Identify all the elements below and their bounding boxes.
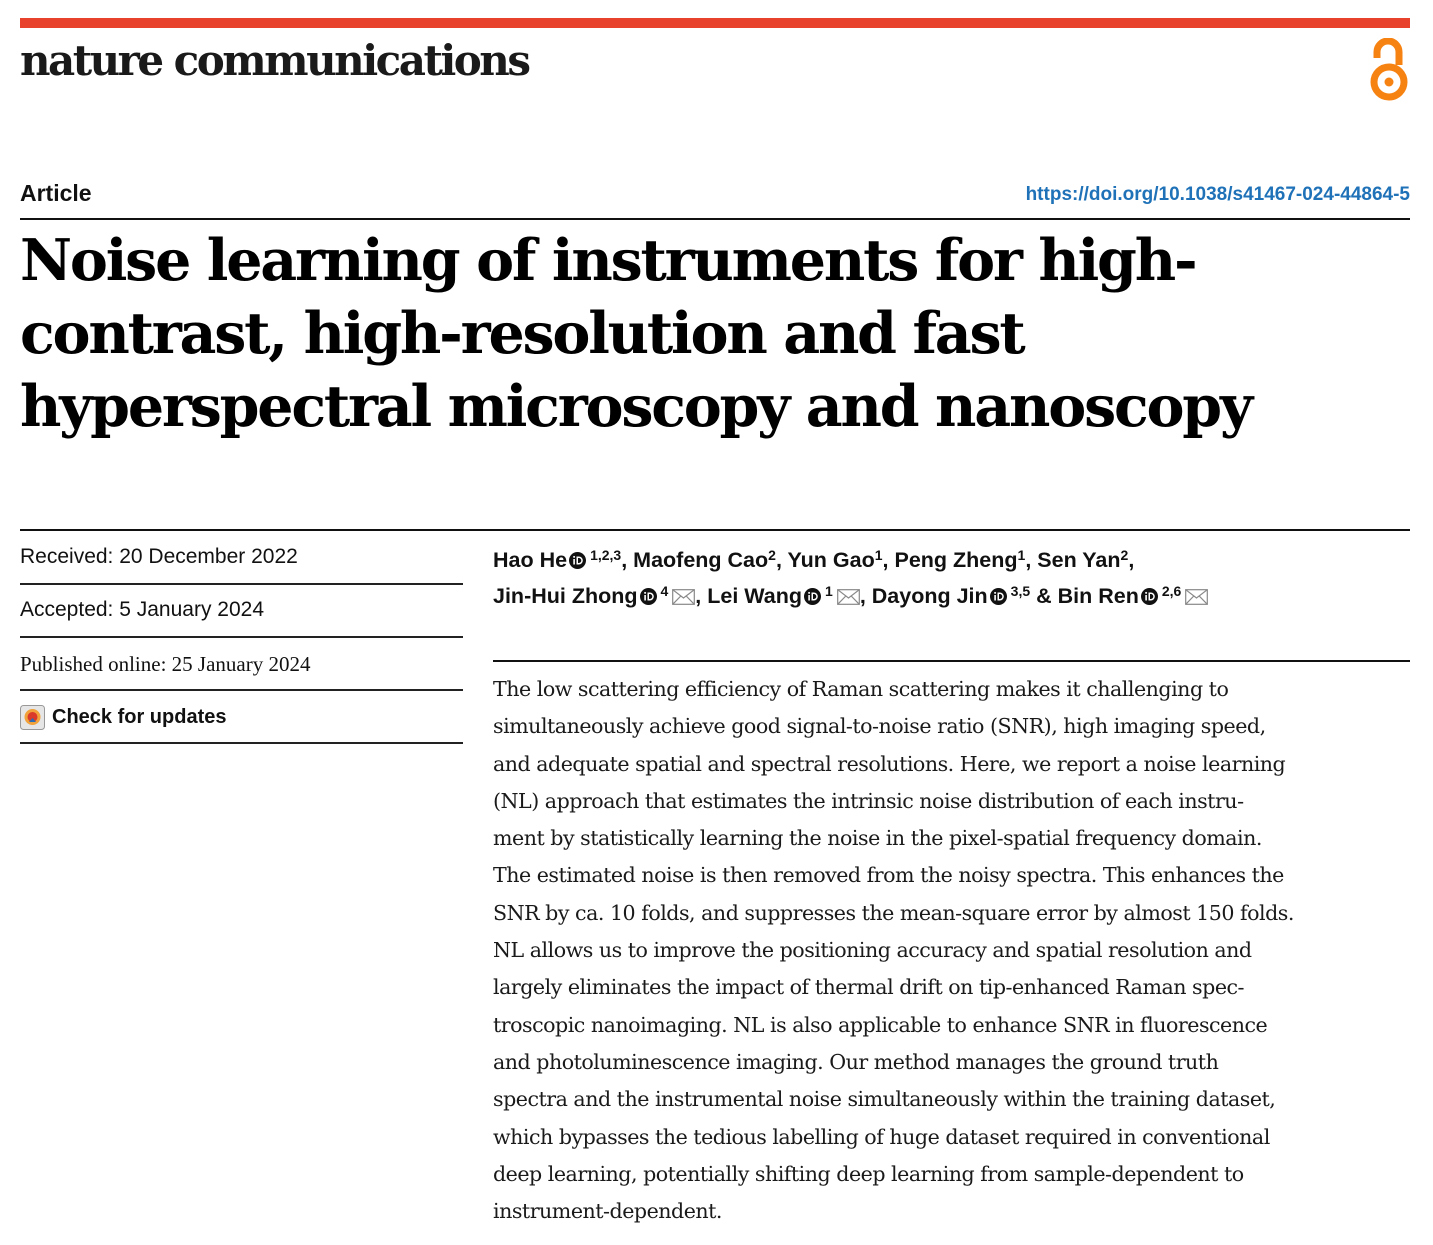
published-date: Published online: 25 January 2024 [20, 652, 311, 676]
affiliation-marker: 2 [1120, 547, 1129, 563]
author-name: Lei Wang [707, 584, 803, 608]
author-separator: , [1128, 548, 1135, 572]
divider [20, 742, 463, 744]
journal-name: nature communications [20, 36, 529, 85]
accepted-date: Accepted: 5 January 2024 [20, 598, 265, 621]
received-date: Received: 20 December 2022 [20, 545, 298, 568]
author[interactable] [1037, 548, 1128, 572]
author-separator: , [775, 548, 788, 572]
author-name: Dayong Jin [871, 584, 988, 608]
abstract-line: deep learning, potentially shifting deep learning from sample-dependent to [493, 1161, 1244, 1186]
abstract-line: simultaneously achieve good signal-to-noise ratio (SNR), high imaging speed, [493, 714, 1266, 739]
abstract-line: NL allows us to improve the positioning accuracy and spatial resolution and [493, 938, 1252, 963]
abstract-line: The low scattering efficiency of Raman scattering makes it challenging to [493, 677, 1229, 701]
author-name: Yun Gao [787, 548, 875, 572]
author[interactable] [872, 584, 1030, 608]
author-name: Hao He [493, 548, 568, 572]
doi-link[interactable]: https://doi.org/10.1038/s41467-024-44864-5 [1025, 184, 1410, 205]
abstract [493, 671, 1413, 1230]
orcid-icon[interactable] [569, 552, 586, 569]
journal-accent-bar [20, 18, 1410, 28]
author[interactable] [894, 548, 1025, 572]
abstract-line: and photoluminescence imaging. Our method manages the ground truth [493, 1049, 1219, 1074]
abstract-line: which bypasses the tedious labelling of huge dataset required in conventional [493, 1124, 1270, 1149]
affiliation-marker: 1 [874, 547, 883, 563]
divider [20, 689, 463, 691]
author-name: Sen Yan [1037, 548, 1121, 572]
author-separator: , [695, 584, 708, 608]
orcid-icon[interactable] [990, 588, 1007, 605]
author[interactable] [493, 548, 621, 572]
article-title [20, 224, 1400, 443]
affiliation-marker: 1 [825, 583, 833, 599]
author-separator: , [882, 548, 895, 572]
abstract-line: largely eliminates the impact of thermal drift on tip-enhanced Raman spec- [493, 975, 1244, 1000]
abstract-line: troscopic nanoimaging. NL is also applicable to enhance SNR in fluorescence [493, 1012, 1268, 1037]
author[interactable] [633, 548, 776, 572]
author-separator: , [1025, 548, 1038, 572]
abstract-line: and adequate spatial and spectral resolutions. Here, we report a noise learning [493, 751, 1286, 776]
abstract-divider [493, 660, 1410, 662]
author-separator: & [1030, 584, 1058, 608]
author-separator: , [621, 548, 634, 572]
mail-icon[interactable] [1185, 589, 1208, 605]
orcid-icon[interactable] [1141, 588, 1158, 605]
abstract-line: (NL) approach that estimates the intrinsic noise distribution of each instru- [493, 788, 1244, 813]
orcid-icon[interactable] [804, 588, 821, 605]
abstract-line: spectra and the instrumental noise simultaneously within the training dataset, [493, 1087, 1276, 1112]
abstract-line: SNR by ca. 10 folds, and suppresses the mean-square error by almost 150 folds. [493, 900, 1294, 925]
affiliation-marker: 2 [768, 547, 776, 563]
check-for-updates-button[interactable] [20, 705, 226, 730]
mail-icon[interactable] [837, 589, 860, 605]
abstract-line: instrument-dependent. [493, 1199, 722, 1224]
author-name: Jin-Hui Zhong [493, 584, 638, 608]
title-line: contrast, high-resolution and fast [20, 300, 1024, 367]
open-access-icon [1366, 38, 1412, 102]
author[interactable] [707, 584, 860, 608]
mail-icon[interactable] [672, 589, 695, 605]
affiliation-marker: 1,2,3 [590, 547, 622, 563]
title-line: Noise learning of instruments for high- [20, 227, 1196, 294]
author[interactable] [788, 548, 883, 572]
divider [20, 583, 463, 585]
affiliation-marker: 1 [1017, 547, 1026, 563]
header-divider [20, 218, 1410, 220]
divider [20, 636, 463, 638]
orcid-icon[interactable] [640, 588, 657, 605]
title-line: hyperspectral microscopy and nanoscopy [20, 373, 1251, 440]
author[interactable] [493, 584, 695, 608]
author-name: Peng Zheng [894, 548, 1018, 572]
article-type: Article [20, 180, 92, 206]
author-list [493, 542, 1393, 614]
author-name: Maofeng Cao [633, 548, 769, 572]
check-for-updates-icon [20, 705, 45, 730]
abstract-line: ment by statistically learning the noise in the pixel-spatial frequency domain. [493, 826, 1262, 851]
affiliation-marker: 2,6 [1161, 583, 1182, 599]
author-name: Bin Ren [1057, 584, 1139, 608]
affiliation-marker: 3,5 [1010, 583, 1031, 599]
meta-divider [20, 529, 1410, 531]
check-for-updates-label: Check for updates [52, 706, 227, 728]
author-separator: , [859, 584, 872, 608]
author[interactable] [1058, 584, 1209, 608]
abstract-line: The estimated noise is then removed from the noisy spectra. This enhances the [493, 863, 1284, 888]
affiliation-marker: 4 [660, 583, 669, 599]
